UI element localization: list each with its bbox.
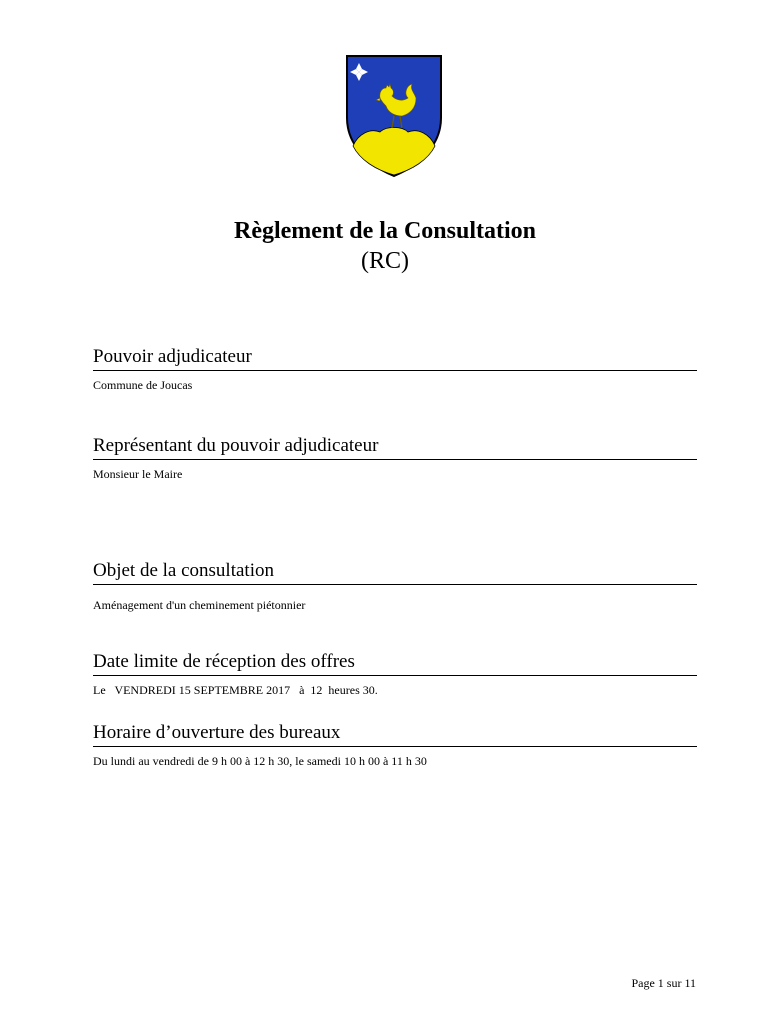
section-date-limite — [93, 650, 697, 698]
section-body: Aménagement d'un cheminement piétonnier — [93, 598, 306, 612]
section-body: Commune de Joucas — [93, 378, 193, 392]
coat-of-arms-rooster-icon — [344, 54, 444, 178]
section-heading: Date limite de réception des offres — [93, 650, 697, 676]
section-horaire — [93, 721, 697, 769]
section-objet — [93, 559, 697, 613]
section-heading: Horaire d’ouverture des bureaux — [93, 721, 697, 747]
section-body: Le VENDREDI 15 SEPTEMBRE 2017 à 12 heures 30. — [93, 683, 378, 697]
section-body: Du lundi au vendredi de 9 h 00 à 12 h 30, le samedi 10 h 00 à 11 h 30 — [93, 754, 427, 768]
section-heading: Pouvoir adjudicateur — [93, 345, 697, 371]
document-subtitle: (RC) — [361, 248, 409, 274]
shield-mount — [353, 128, 435, 176]
section-heading: Représentant du pouvoir adjudicateur — [93, 434, 697, 460]
section-heading: Objet de la consultation — [93, 559, 697, 585]
page-number: Page 1 sur 11 — [631, 976, 696, 990]
section-representant — [93, 434, 697, 482]
document-title: Règlement de la Consultation — [234, 218, 536, 244]
section-body: Monsieur le Maire — [93, 467, 183, 481]
section-pouvoir-adjudicateur — [93, 345, 697, 393]
